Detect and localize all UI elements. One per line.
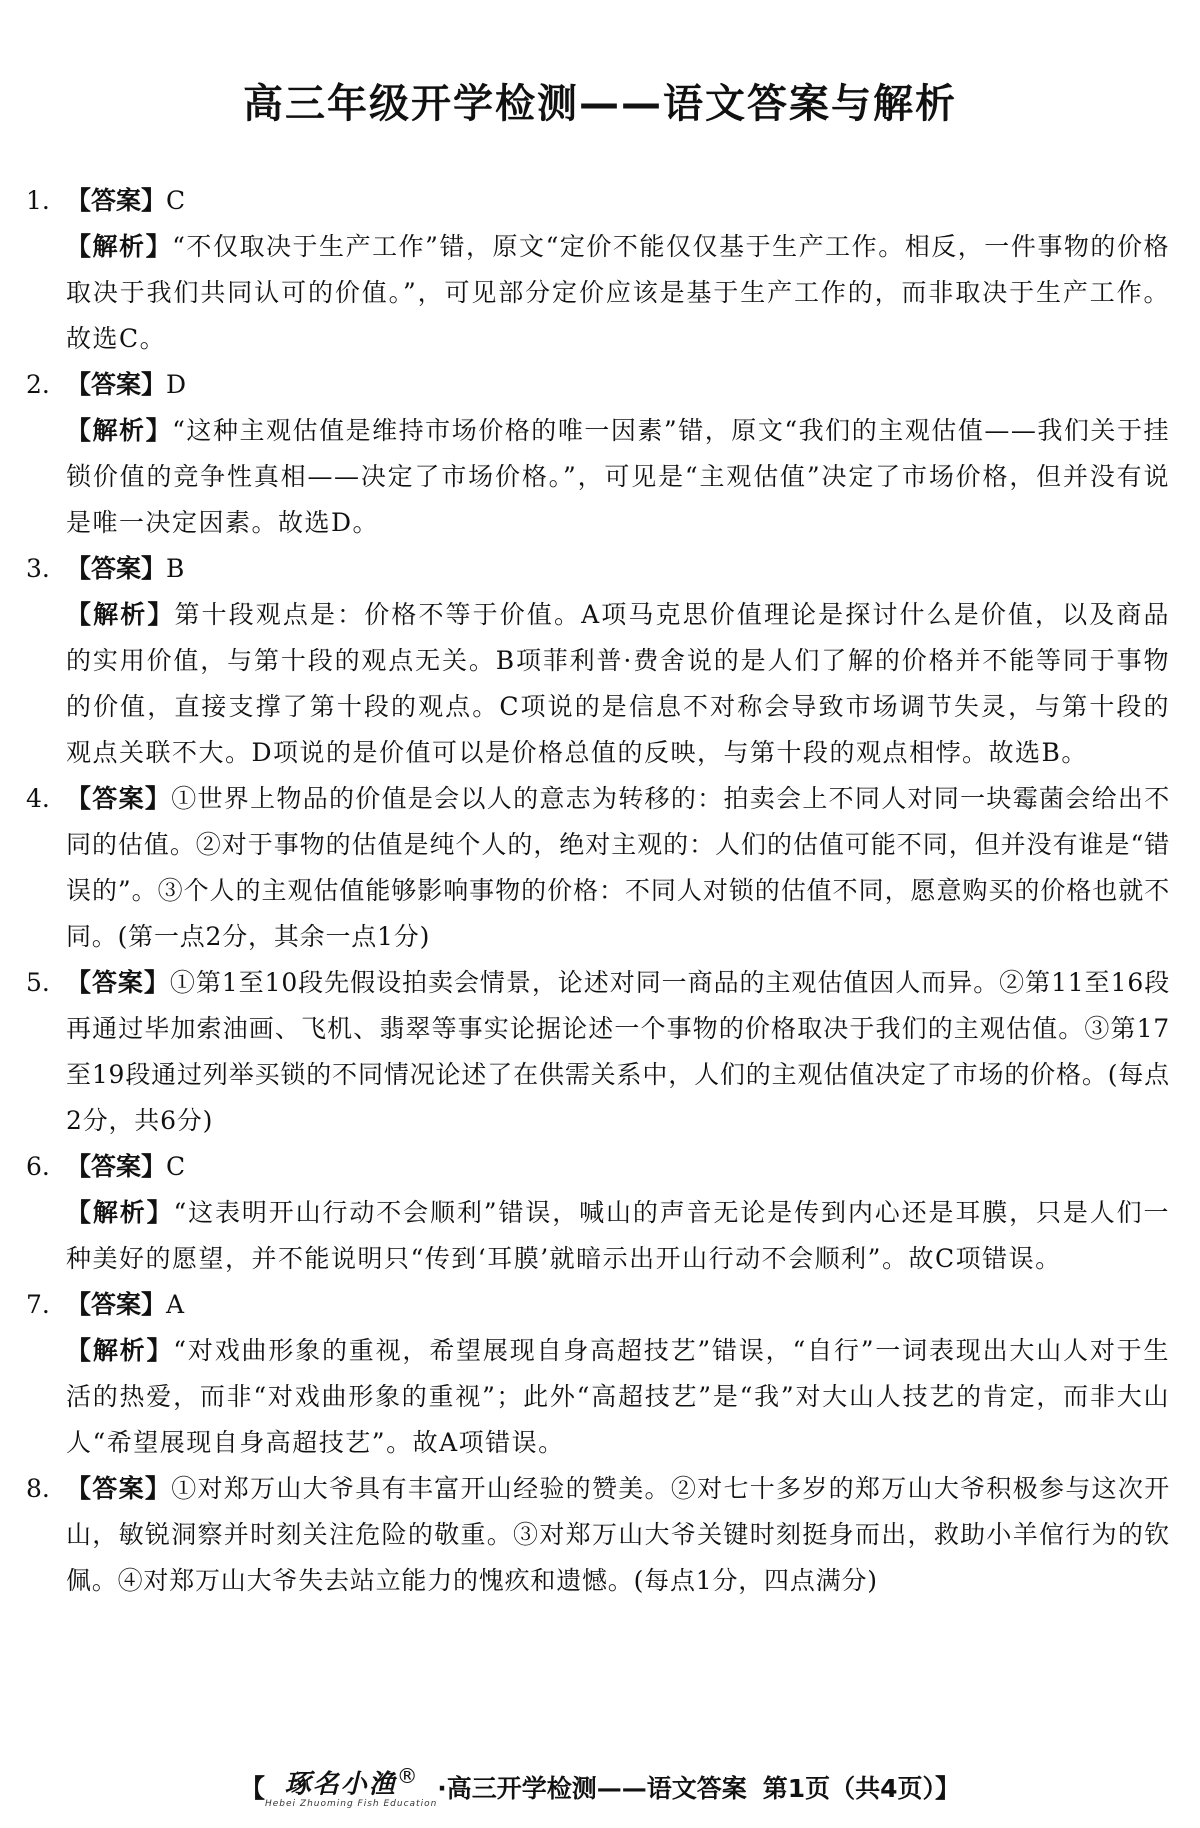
answer-tag: 【答案】 xyxy=(66,186,167,215)
answer-tag: 【答案】 xyxy=(66,968,170,997)
list-item xyxy=(26,776,1170,960)
list-item xyxy=(26,546,1170,776)
analysis-tag: 【解析】 xyxy=(66,600,175,629)
footer-bracket-open: 【 xyxy=(239,1774,265,1804)
list-item xyxy=(26,1466,1170,1604)
answer-tag: 【答案】 xyxy=(66,554,167,583)
registered-mark: ® xyxy=(396,1764,418,1788)
list-item xyxy=(26,1282,1170,1466)
analysis-tag: 【解析】 xyxy=(66,416,173,445)
answer-text: A xyxy=(166,1290,185,1319)
brand-logo xyxy=(265,1763,437,1817)
analysis-text: “这种主观估值是维持市场价格的唯一因素”错，原文“我们的主观估值——我们关于挂锁价值的竞争性真相——决定了市场价格。”，可见是“主观估值”决定了市场价格，但并没有说是唯一决定因素。故选D。 xyxy=(66,416,1170,537)
answer-tag: 【答案】 xyxy=(66,1474,172,1503)
item-number: 7. xyxy=(26,1290,50,1319)
answer-tag: 【答案】 xyxy=(66,784,172,813)
answer-text: D xyxy=(166,370,187,399)
answer-text: C xyxy=(166,1152,186,1181)
list-item xyxy=(26,960,1170,1144)
footer-bracket-close: 】 xyxy=(934,1774,960,1804)
answer-text: B xyxy=(166,554,185,583)
logo-text: 琢名小渔 xyxy=(284,1769,397,1800)
analysis-text: “不仅取决于生产工作”错，原文“定价不能仅仅基于生产工作。相反，一件事物的价格取决于我们共同认可的价值。”，可见部分定价应该是基于生产工作的，而非取决于生产工作。故选C。 xyxy=(66,232,1170,353)
item-number: 3. xyxy=(26,554,50,583)
analysis-tag: 【解析】 xyxy=(66,1336,174,1365)
answer-text: ①对郑万山大爷具有丰富开山经验的赞美。②对七十多岁的郑万山大爷积极参与这次开山，敏锐洞察并时刻关注危险的敬重。③对郑万山大爷关键时刻挺身而出，救助小羊倌行为的钦佩。④对郑万山大爷失去站立能力的愧疚和遗憾。(每点1分，四点满分) xyxy=(66,1474,1171,1595)
page-number: 第1页（共4页） xyxy=(762,1774,935,1804)
answer-list xyxy=(26,178,1170,1604)
list-item xyxy=(26,178,1170,362)
answer-text: C xyxy=(166,186,186,215)
footer-title: ·高三开学检测——语文答案 xyxy=(437,1774,747,1804)
answer-tag: 【答案】 xyxy=(66,1152,167,1181)
item-number: 8. xyxy=(26,1474,50,1503)
page-title: 高三年级开学检测——语文答案与解析 xyxy=(243,81,957,127)
page-footer xyxy=(0,1763,1200,1817)
item-number: 2. xyxy=(26,370,50,399)
item-number: 1. xyxy=(26,186,50,215)
item-number: 4. xyxy=(26,784,50,813)
list-item xyxy=(26,362,1170,546)
logo-subtitle: Hebei Zhuoming Fish Education xyxy=(265,1799,438,1810)
answer-tag: 【答案】 xyxy=(66,370,167,399)
item-number: 6. xyxy=(26,1152,50,1181)
answer-tag: 【答案】 xyxy=(66,1290,167,1319)
analysis-text: 第十段观点是：价格不等于价值。A项马克思价值理论是探讨什么是价值，以及商品的实用价值，与第十段的观点无关。B项菲利普·费舍说的是人们了解的价格并不能等同于事物的价值，直接支撑了第十段的观点。C项说的是信息不对称会导致市场调节失灵，与第十段的观点关联不大。D项说的是价值可以是价格总值的反映，与第十段的观点相悖。故选B。 xyxy=(66,600,1170,767)
analysis-text: “对戏曲形象的重视，希望展现自身高超技艺”错误，“自行”一词表现出大山人对于生活的热爱，而非“对戏曲形象的重视”；此外“高超技艺”是“我”对大山人技艺的肯定，而非大山人“希望展现自身高超技艺”。故A项错误。 xyxy=(66,1336,1170,1457)
analysis-text: “这表明开山行动不会顺利”错误，喊山的声音无论是传到内心还是耳膜，只是人们一种美好的愿望，并不能说明只“传到‘耳膜’就暗示出开山行动不会顺利”。故C项错误。 xyxy=(66,1198,1170,1273)
analysis-tag: 【解析】 xyxy=(66,1198,174,1227)
analysis-tag: 【解析】 xyxy=(66,232,173,261)
list-item xyxy=(26,1144,1170,1282)
item-number: 5. xyxy=(26,968,50,997)
answer-text: ①世界上物品的价值是会以人的意志为转移的：拍卖会上不同人对同一块霉菌会给出不同的估值。②对于事物的估值是纯个人的，绝对主观的：人们的估值可能不同，但并没有谁是“错误的”。③个人的主观估值能够影响事物的价格：不同人对锁的估值不同，愿意购买的价格也就不同。(第一点2分，其余一点1分) xyxy=(66,784,1171,951)
answer-text: ①第1至10段先假设拍卖会情景，论述对同一商品的主观估值因人而异。②第11至16段再通过毕加索油画、飞机、翡翠等事实论据论述一个事物的价格取决于我们的主观估值。③第17至19段通过列举买锁的不同情况论述了在供需关系中，人们的主观估值决定了市场的价格。(每点2分，共6分) xyxy=(66,968,1170,1135)
